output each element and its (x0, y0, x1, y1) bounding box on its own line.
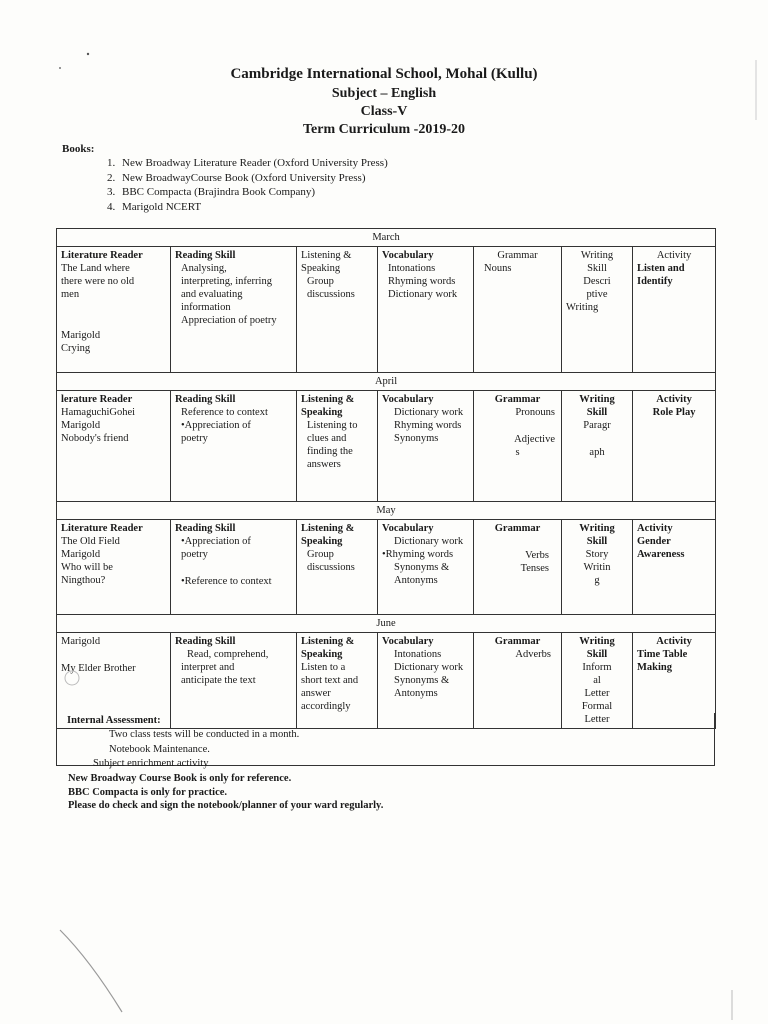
books-label: Books: (62, 143, 95, 155)
cell-heading: Listening & (301, 394, 355, 405)
assessment-line: Notebook Maintenance. (109, 744, 210, 755)
assessment-line: Subject enrichment activity (93, 758, 209, 769)
cell-text: Ningthou? (61, 575, 106, 586)
cell-text: Marigold (61, 330, 101, 341)
cell-heading: Grammar (494, 394, 541, 405)
cell-text: Listen to a (301, 662, 346, 673)
cell-heading: Speaking (301, 649, 343, 660)
cell-text: Writin (583, 562, 611, 573)
cell-heading: Activity (656, 636, 692, 647)
cell-text: Identify (637, 276, 673, 287)
cell-text: Time Table (637, 649, 688, 660)
cell-heading: Listening & (301, 523, 355, 534)
cell-text: Writing (566, 302, 599, 313)
cell-text: Story (585, 549, 609, 560)
cell-heading: Speaking (301, 263, 341, 274)
cell-heading: Vocabulary (382, 394, 434, 405)
cell-text: •Rhyming words (382, 549, 454, 560)
cell-text: clues and (307, 433, 347, 444)
cell-text: Paragr (583, 420, 611, 431)
cell-text: Letter (584, 688, 610, 699)
cell-text: poetry (181, 549, 208, 560)
cell-heading: Activity (656, 394, 692, 405)
cell-heading: Activity (656, 250, 692, 261)
month-header-march: March (57, 229, 716, 247)
cell-text: Antonyms (394, 688, 438, 699)
cell-text: Listening to (307, 420, 358, 431)
month-header-june: June (57, 615, 716, 633)
cell-heading: Listening & (301, 250, 352, 261)
cell-text: Synonyms & (394, 675, 450, 686)
cell-text: Group (307, 549, 334, 560)
cell-text: Appreciation of poetry (181, 315, 277, 326)
cell-text: Listen and (637, 263, 685, 274)
month-header-may: May (57, 502, 716, 520)
cell-text: Dictionary work (394, 536, 464, 547)
cell-text: Role Play (652, 407, 696, 418)
cell-text: Rhyming words (388, 276, 456, 287)
cell-heading: Writing (579, 523, 615, 534)
cell-text: Group (307, 276, 334, 287)
cell-text: discussions (307, 289, 355, 300)
cell-heading: Skill (587, 263, 607, 274)
cell-text: •Appreciation of (181, 536, 251, 547)
cell-heading: Vocabulary (382, 250, 434, 261)
cell-text: •Appreciation of (181, 420, 251, 431)
cell-text: Synonyms & (394, 562, 450, 573)
book-item: 3. BBC Compacta (Brajindra Book Company) (118, 185, 388, 200)
cell-text: poetry (181, 433, 208, 444)
cell-text: Marigold (61, 549, 101, 560)
cell-text: finding the (307, 446, 353, 457)
cell-text: discussions (307, 562, 355, 573)
assessment-title: Internal Assessment: (67, 715, 161, 726)
cell-text: s (515, 447, 520, 458)
cell-text: Formal (581, 701, 613, 712)
cell-text: Dictionary work (394, 407, 464, 418)
cell-text: Tenses (520, 563, 549, 574)
cell-heading: Activity (637, 523, 673, 534)
cell-text: Intonations (394, 649, 442, 660)
month-header-april: April (57, 373, 716, 391)
class-title: Class-V (360, 104, 408, 119)
cell-text: Dictionary work (394, 662, 464, 673)
cell-heading: Skill (586, 649, 608, 660)
cell-text: interpret and (181, 662, 235, 673)
cell-text: •Reference to context (181, 576, 272, 587)
cell-text: Awareness (637, 549, 685, 560)
cell-text: Nouns (484, 263, 512, 274)
cell-text: information (181, 302, 231, 313)
cell-heading: Reading Skill (175, 250, 236, 261)
cell-heading: Writing (579, 636, 615, 647)
cell-heading: Speaking (301, 407, 343, 418)
cell-text: The Old Field (61, 536, 120, 547)
cell-heading: Speaking (301, 536, 343, 547)
cell-heading: lerature Reader (61, 394, 133, 405)
term-title: Term Curriculum -2019-20 (302, 122, 466, 137)
note-line: Please do check and sign the notebook/planner of your ward regularly. (68, 800, 384, 811)
cell-text: Descri (583, 276, 611, 287)
cell-text: HamaguchiGohei (61, 407, 136, 418)
cell-text: Read, comprehend, (187, 649, 269, 660)
cell-text: Making (637, 662, 673, 673)
subject-title: Subject – English (331, 86, 437, 101)
cell-heading: Skill (586, 536, 608, 547)
book-item: 1. New Broadway Literature Reader (Oxford University Press) (118, 156, 388, 171)
cell-heading: Literature Reader (61, 523, 143, 534)
assessment-line: Two class tests will be conducted in a month. (109, 729, 300, 740)
cell-text: short text and (301, 675, 359, 686)
note-line: BBC Compacta is only for practice. (68, 786, 228, 798)
cell-text: interpreting, inferring (181, 276, 272, 287)
cell-text: Adverbs (515, 649, 551, 660)
cell-text: Nobody's friend (61, 433, 129, 444)
cell-heading: Writing (580, 250, 614, 261)
cell-text: Antonyms (394, 575, 438, 586)
book-item: 4. Marigold NCERT (118, 200, 388, 215)
cell-text: men (61, 289, 80, 300)
school-name: Cambridge International School, Mohal (Kullu) (230, 66, 538, 82)
cell-text: there were no old (61, 276, 135, 287)
cell-text: Letter (584, 714, 610, 725)
cell-heading: Reading Skill (175, 636, 236, 647)
cell-text: Marigold (61, 420, 101, 431)
book-item: 2. New BroadwayCourse Book (Oxford University Press) (118, 171, 388, 186)
cell-text: answer (301, 688, 331, 699)
cell-heading: Listening & (301, 636, 355, 647)
note-line: New Broadway Course Book is only for reference. (68, 773, 292, 784)
cell-text: Who will be (61, 562, 113, 573)
cell-text: Pronouns (515, 407, 555, 418)
cell-text: Marigold (61, 636, 101, 647)
cell-heading: Vocabulary (382, 523, 434, 534)
cell-text: g (594, 575, 600, 586)
cell-heading: Reading Skill (175, 523, 236, 534)
cell-text: anticipate the text (181, 675, 256, 686)
cell-heading: Literature Reader (61, 250, 143, 261)
cell-text: and evaluating (181, 289, 243, 300)
cell-heading: Grammar (497, 250, 538, 261)
cell-heading: Reading Skill (175, 394, 236, 405)
cell-text: Gender (637, 536, 671, 547)
cell-text: Reference to context (181, 407, 268, 418)
cell-heading: Grammar (494, 636, 541, 647)
cell-heading: Grammar (494, 523, 541, 534)
cell-heading: Skill (586, 407, 608, 418)
cell-text: ptive (586, 289, 608, 300)
cell-text: Verbs (525, 550, 549, 561)
cell-text: Analysing, (181, 263, 227, 274)
cell-text: Intonations (388, 263, 436, 274)
cell-heading: Writing (579, 394, 615, 405)
cell-text: Crying (61, 343, 91, 354)
cell-text: Synonyms (394, 433, 439, 444)
cell-text: answers (307, 459, 341, 470)
cell-text: Dictionary work (388, 289, 458, 300)
cell-text: My Elder Brother (61, 663, 136, 674)
cell-text: The Land where (61, 263, 130, 274)
cell-text: Inform (582, 662, 612, 673)
cell-heading: Vocabulary (382, 636, 434, 647)
cell-text: aph (589, 447, 605, 458)
cell-text: Rhyming words (394, 420, 462, 431)
cell-text: accordingly (301, 701, 351, 712)
cell-text: al (593, 675, 601, 686)
cell-text: Adjective (514, 434, 555, 445)
